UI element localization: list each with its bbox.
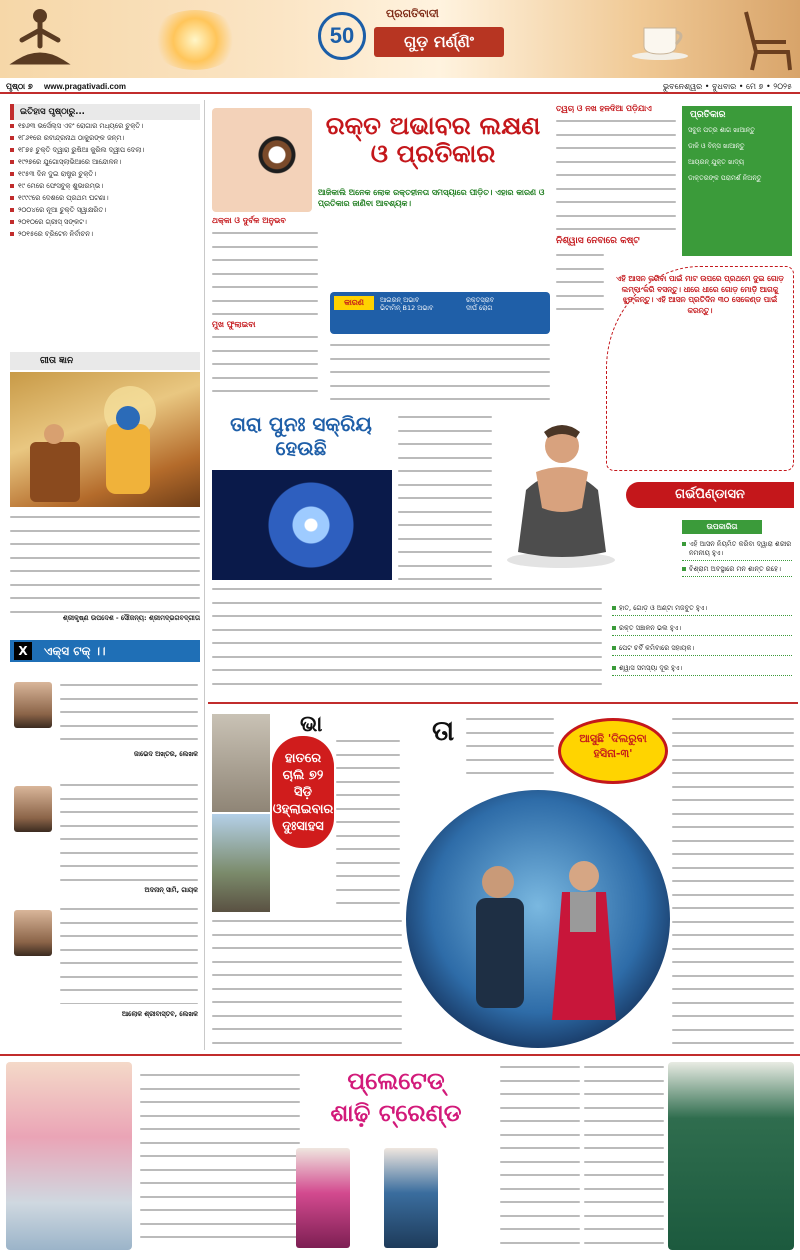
benefit-list-b — [612, 604, 792, 684]
list-item: ୧୯ ମେରେ ଫେସବୁକ୍ ଶୁଭାରମ୍ଭ। — [10, 182, 200, 191]
page-number: ପୃଷ୍ଠା ୭ — [6, 82, 33, 91]
gita-caption: ଶ୍ରୀକୃଷ୍ଣ ଉପଦେଶ - ସୌଜନ୍ୟ: ଶ୍ରୀମଦ୍ଭଗବଦ୍ଗୀତା — [62, 614, 200, 622]
stairs-photo — [212, 814, 270, 912]
list-item: ୨୦୧୫ରେ ବ୍ରିଟେନ ନିର୍ବାଚନ। — [10, 230, 200, 239]
list-item: ୧୮୬୧ରେ ରବୀନ୍ଦ୍ରନାଥ ଠାକୁରଙ୍କ ଜନ୍ମ। — [10, 134, 200, 143]
drop-cap: ତା — [432, 714, 455, 747]
section-title: ଗୁଡ଼ ମର୍ଣ୍ଣିଂ — [374, 27, 504, 57]
movie-poster — [406, 790, 670, 1048]
stairs-headline: ହାତରେ ଚାଲି ୭୨ ସିଡ଼ି ଓହ୍ଲାଇବାର ଦୁଃସାହସ — [272, 736, 334, 848]
gita-body — [10, 512, 200, 620]
history-title: ଇତିହାସ ପୃଷ୍ଠାରୁ... — [10, 104, 200, 120]
list-item: ଭିଟାମିନ୍ B12 ଅଭାବ — [380, 304, 434, 312]
star-image — [212, 470, 392, 580]
list-item: ଆଇରନ୍ ଅଭାବ — [380, 296, 420, 304]
list-item: ରକ୍ତସ୍ରାବ — [466, 296, 495, 304]
history-list — [10, 122, 200, 242]
gita-illustration — [10, 372, 200, 507]
list-item: ଡାକ୍ତରଙ୍କ ପରାମର୍ଶ ନିଅନ୍ତୁ — [688, 174, 762, 182]
health-headline: ରକ୍ତ ଅଭାବର ଲକ୍ଷଣ ଓ ପ୍ରତିକାର — [325, 111, 541, 168]
benefit-list-a — [682, 540, 792, 581]
masthead — [0, 0, 800, 78]
article-body — [212, 332, 318, 402]
cause-label: କାରଣ — [334, 296, 374, 310]
list-item: ଶ୍ୱାସ ସମସ୍ୟା ଦୂର ହୁଏ। — [612, 664, 792, 676]
asana-name: ଗର୍ଭପିଣ୍ଡାସନ — [626, 482, 794, 508]
yoga-tip-text: ଏହି ଆସନ କରିବା ପାଇଁ ମାଟ ଉପରେ ପ୍ରଥମେ ଦୁଇ ଗୋଡ଼ ଲମ୍ବା କରି ବସନ୍ତୁ। ଧୀରେ ଧୀରେ ଗୋଡ଼ ମୋଡ଼ି ଆଗକୁ ଝୁଙ୍କନ୍ତୁ। ଏହି ଆସନ ପ୍ରତିଦିନ ୩୦ ସେକେଣ୍ଡ ପାଇଁ କରନ୍ତୁ। — [616, 274, 784, 315]
article-body — [466, 714, 554, 776]
x-logo-icon: X — [14, 642, 32, 660]
x-talk-title: ଏକ୍ସ ଟକ୍ ।। — [44, 644, 106, 658]
brand-name: ପ୍ରଗତିବାଦୀ — [386, 8, 439, 20]
article-body — [330, 340, 550, 400]
cause-list — [466, 296, 546, 312]
tweet-body — [60, 904, 198, 1004]
list-item: ୧୭୬୩ ଭର୍ସେଲ୍ସ ଏବଂ ରୋଗାର ମଧ୍ୟରେ ଚୁକ୍ତି। — [10, 122, 200, 131]
article-body — [500, 1062, 580, 1248]
article-body — [556, 116, 676, 232]
saree-photo — [6, 1062, 132, 1250]
article-body — [672, 714, 794, 1044]
avatar — [14, 682, 52, 728]
subhead: ତ୍ୱଚା ଓ ନଖ ହଳଦିଆ ପଡ଼ିଯାଏ — [556, 104, 652, 113]
list-item: ଏହି ଆସନ ନିୟମିତ କରିବା ଦ୍ୱାରା ଶରୀର ନମନୀୟ ହୁଏ। — [682, 540, 792, 561]
date-text: ଭୁବନେଶ୍ୱର • ବୁଧବାର • ମେ ୭ • ୨୦୨୫ — [662, 82, 792, 91]
list-item: ବିଶ୍ରାମ ଅବସ୍ଥାରେ ମନ ଶାନ୍ତ ରହେ। — [682, 565, 792, 577]
list-item: ଦୀର୍ଘ ରୋଗ — [466, 304, 493, 312]
yoga-silhouette-icon — [8, 4, 72, 74]
star-headline: ତାରା ପୁନଃ ସକ୍ରିୟ ହେଉଛି — [230, 412, 372, 460]
site-url[interactable]: www.pragativadi.com — [44, 82, 126, 91]
chair-icon — [740, 8, 795, 74]
tweet-author: ଜାଭେଦ ଅଖ୍ତର, ଲେଖକ — [134, 750, 198, 758]
drop-cap: ଭା — [300, 712, 323, 737]
asana-photo — [496, 412, 626, 572]
list-item: ଆୟରନ୍ ଯୁକ୍ତ ଖାଦ୍ୟ — [688, 158, 745, 166]
avatar — [14, 786, 52, 832]
benefit-head: ଉପକାରିତା — [682, 520, 762, 534]
model-photo — [384, 1148, 438, 1248]
list-item: ରକ୍ତ ସଞ୍ଚାଳନ ଭଲ ହୁଏ। — [612, 624, 792, 636]
subhead: ନିଶ୍ୱାସ ନେବାରେ କଷ୍ଟ — [556, 236, 640, 246]
column-divider — [204, 100, 205, 1050]
remedy-title: ପ୍ରତିକାର — [690, 110, 726, 120]
list-item: ୧୯୯୯ରେ ଦେଶରେ ପ୍ରଥମ ଘଟଣା। — [10, 194, 200, 203]
article-body — [212, 916, 402, 1046]
saree-subheadline: ଶାଢ଼ି ଟ୍ରେଣ୍ଡ — [330, 1099, 462, 1127]
tea-cup-icon — [630, 16, 690, 60]
cause-list — [380, 296, 460, 312]
saree-photo — [668, 1062, 794, 1250]
x-talk-header — [10, 640, 200, 662]
avatar — [14, 910, 52, 956]
list-item: ୧୯୫୩ ଦିନ ଦୁଇ ରାଷ୍ଟ୍ର ଚୁକ୍ତି। — [10, 170, 200, 179]
tweet-author: ଅଦନାନ୍ ସାମି, ଗାୟକ — [144, 886, 198, 894]
list-item: ଡାଳି ଓ ବିନ୍ସ ଖାଆନ୍ତୁ — [688, 142, 745, 150]
stairs-photo — [212, 714, 270, 812]
article-body — [212, 228, 318, 316]
list-item: ୧୯୨୭ରେ ଯୁଗୋସ୍ଲାଭିଆରେ ଆନ୍ଦୋଳନ। — [10, 158, 200, 167]
section-divider — [208, 702, 798, 704]
list-item: ପେଟ ଚର୍ବି କମିବାରେ ସହାୟକ। — [612, 644, 792, 656]
health-deck: ଆଜିକାଲି ଅନେକ ଲୋକ ରକ୍ତହୀନତା ସମସ୍ୟାରେ ପୀଡ଼ିତ। ଏହାର କାରଣ ଓ ପ୍ରତିକାର ଜାଣିବା ଆବଶ୍ୟକ। — [318, 188, 545, 208]
article-body — [140, 1070, 300, 1246]
article-body — [212, 584, 602, 692]
gita-title: ଗୀତା ଜ୍ଞାନ — [10, 352, 200, 370]
tweet-body — [60, 780, 198, 882]
list-item: ୨୦୦୪ରେ ନୂଆ ଚୁକ୍ତି ସ୍ୱାକ୍ଷରିତ। — [10, 206, 200, 215]
sun-graphic — [150, 10, 240, 70]
list-item: ୧୮୭୫ ଚୁକ୍ତି ଦ୍ୱାରା ରୁଷିଆ କୁରିଲ ଦ୍ୱୀପ ଦେଲା। — [10, 146, 200, 155]
list-item: ସବୁଜ ପତ୍ର ଶାଗ ଖାଆନ୍ତୁ — [688, 126, 755, 134]
subhead: ଥକ୍କା ଓ ଦୁର୍ବଳ ଅନୁଭବ — [212, 216, 286, 225]
subhead: ମୁଖ ଫୁଲାଇବା — [212, 320, 256, 329]
model-photo — [296, 1148, 350, 1248]
remedy-list — [688, 126, 788, 190]
list-item: ୨୦୧୦ରେ ଗ୍ରୀସ୍ ସଙ୍କଟ। — [10, 218, 200, 227]
article-body — [584, 1062, 664, 1248]
article-body — [556, 250, 604, 310]
dateline — [0, 80, 800, 94]
list-item: ହାତ, ଗୋଡ଼ ଓ ଅଣ୍ଟା ମଜବୁତ ହୁଏ। — [612, 604, 792, 616]
jubilee-logo: 50 — [318, 12, 366, 60]
tweet-author: ଆଲୋକ ଶ୍ରୀବାସ୍ତବ, ଲେଖକ — [121, 1010, 198, 1018]
eye-photo — [212, 108, 312, 212]
article-body — [398, 412, 492, 582]
movie-headline: ଆସୁଛି 'ଦିଲରୁବା ହସିନା-୩' — [558, 718, 668, 784]
tweet-body — [60, 680, 198, 748]
article-body — [336, 736, 400, 912]
saree-headline: ପ୍ଲେଟେଡ୍ — [347, 1067, 445, 1095]
